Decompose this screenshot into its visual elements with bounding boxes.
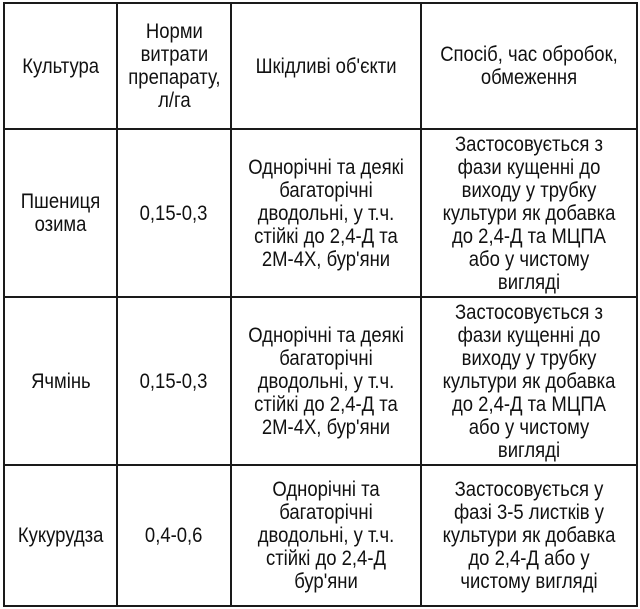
header-targets: Шкідливі об'єкти	[231, 3, 421, 129]
table-header-row	[4, 3, 637, 129]
table-row	[4, 129, 637, 297]
header-rate: Норми витрати препарату, л/га	[117, 3, 231, 129]
cell-crop: Кукурудза	[4, 465, 117, 606]
header-method: Спосіб, час обробок, обмеження	[421, 3, 637, 129]
cell-method: Застосовується з фази кущенні до виходу у трубку культури як добавка до 2,4-Д та МЦПА або у чистому вигляді	[421, 297, 637, 465]
cell-rate: 0,4-0,6	[117, 465, 231, 606]
cell-crop: Пшениця озима	[4, 129, 117, 297]
herbicide-table	[3, 2, 638, 607]
cell-rate: 0,15-0,3	[117, 297, 231, 465]
cell-targets: Однорічні та деякі багаторічні дводольні, у т.ч. стійкі до 2,4-Д та 2М-4Х, бур'яни	[231, 129, 421, 297]
cell-targets: Однорічні та деякі багаторічні дводольні, у т.ч. стійкі до 2,4-Д та 2М-4Х, бур'яни	[231, 297, 421, 465]
header-crop: Культура	[4, 3, 117, 129]
cell-method: Застосовується з фази кущенні до виходу у трубку культури як добавка до 2,4-Д та МЦПА або у чистому вигляді	[421, 129, 637, 297]
cell-crop: Ячмінь	[4, 297, 117, 465]
cell-method: Застосовується у фазі 3-5 листків у культури як добавка до 2,4-Д або у чистому вигляді	[421, 465, 637, 606]
cell-rate: 0,15-0,3	[117, 129, 231, 297]
cell-targets: Однорічні та багаторічні дводольні, у т.ч. стійкі до 2,4-Д бур'яни	[231, 465, 421, 606]
table-row	[4, 465, 637, 606]
table-row	[4, 297, 637, 465]
